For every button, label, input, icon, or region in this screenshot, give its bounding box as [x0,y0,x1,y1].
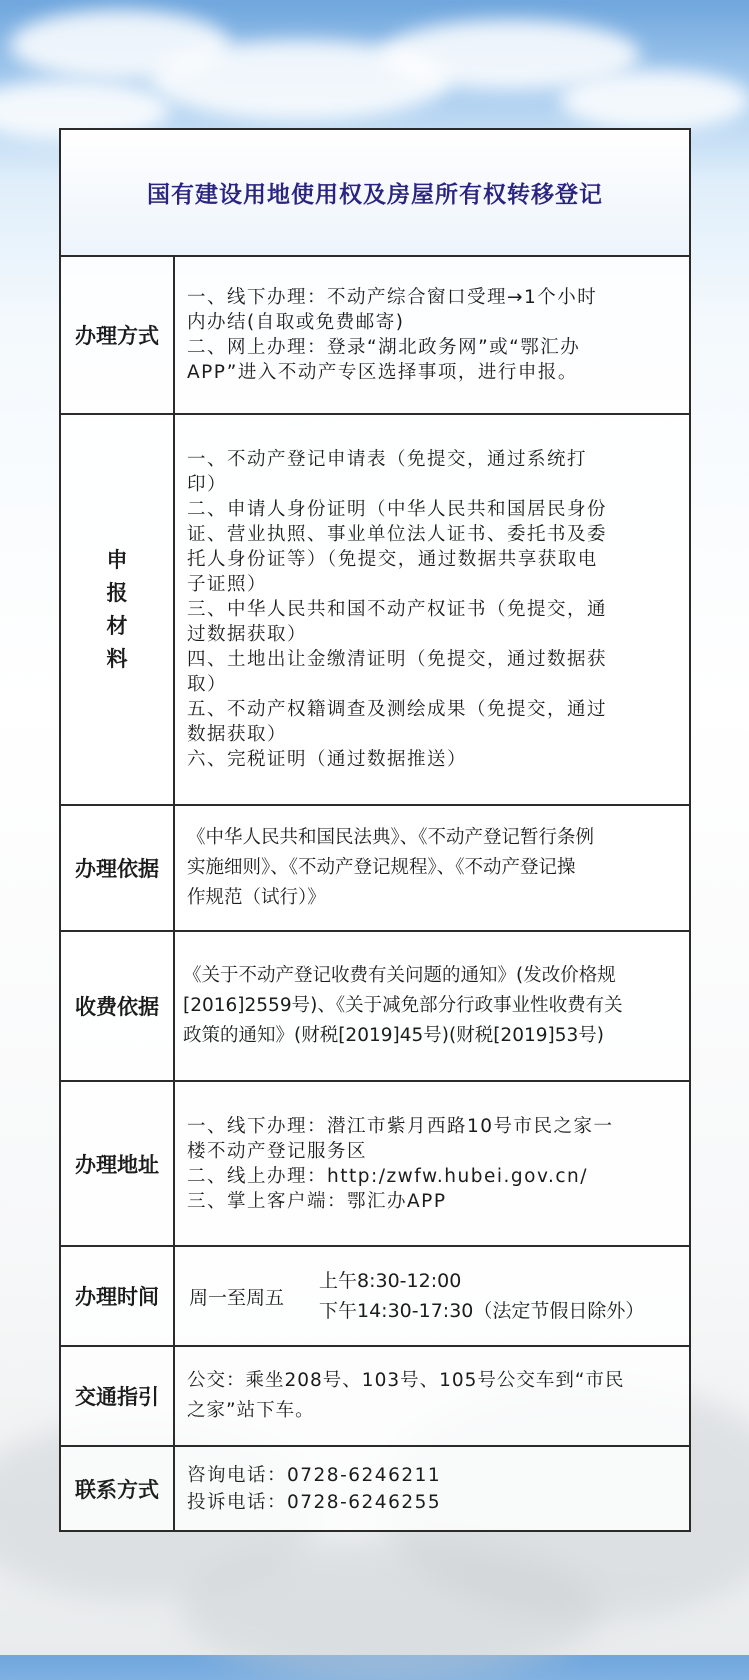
row-content [175,415,689,804]
working-times [319,1266,644,1326]
text-line: 二、申请人身份证明（中华人民共和国居民身份 [187,499,608,520]
row-content [175,1347,689,1445]
table-header [61,130,689,257]
text-line: 二、线上办理：http:/zwfw.hubei.gov.cn/ [187,1165,588,1187]
text-line: 印） [187,474,228,495]
text-line: 一、线下办理：潜江市紫月西路10号市民之家一 [187,1115,614,1137]
row-transport [61,1347,689,1447]
working-days: 周一至周五 [189,1286,285,1309]
cloud-decoration [560,70,749,130]
text-line: 内办结(自取或免费邮寄) [187,312,405,333]
row-content [175,1247,689,1345]
row-basis [61,806,689,932]
row-materials [61,415,689,806]
text-line: 之家”站下车。 [187,1400,315,1421]
row-method [61,257,689,415]
text-line: APP”进入不动产专区选择事项，进行申报。 [187,362,578,383]
text-line: 政策的通知》(财税[2019]45号)(财税[2019]53号) [183,1025,604,1046]
row-label: 交通指引 [61,1347,175,1445]
row-content [175,806,689,930]
text-line: 托人身份证等）（免提交，通过数据共享获取电 [187,549,598,570]
text-line: 二、网上办理：登录“湖北政务网”或“鄂汇办 [187,337,581,358]
info-table [59,128,691,1532]
complaint-phone: 投诉电话：0728-6246255 [187,1491,442,1513]
row-label: 办理时间 [61,1247,175,1345]
row-content [175,932,689,1080]
text-line: 四、土地出让金缴清证明（免提交，通过数据获 [187,649,608,670]
afternoon-hours: 下午14:30-17:30（法定节假日除外） [319,1300,645,1322]
text-line: 三、掌上客户端：鄂汇办APP [187,1190,447,1212]
text-line: [2016]2559号)、《关于减免部分行政事业性收费有关 [183,995,623,1016]
row-label: 办理依据 [61,806,175,930]
row-fee [61,932,689,1082]
text-line: 实施细则》、《不动产登记规程》、《不动产登记操 [187,857,576,878]
page-title: 国有建设用地使用权及房屋所有权转移登记 [147,182,603,208]
text-line: 楼不动产登记服务区 [187,1140,368,1162]
row-content [175,257,689,413]
row-label: 办理地址 [61,1082,175,1245]
text-line: 取） [187,674,228,695]
row-content [175,1447,689,1530]
row-contact [61,1447,689,1530]
row-label: 申报材料 [61,415,175,804]
text-line: 三、中华人民共和国不动产权证书（免提交，通 [187,599,608,620]
text-line: 一、线下办理：不动产综合窗口受理→1个小时 [187,287,598,308]
row-label: 收费依据 [61,932,175,1080]
row-content [175,1082,689,1245]
morning-hours: 上午8:30-12:00 [319,1270,462,1292]
text-line: 公交：乘坐208号、103号、105号公交车到“市民 [187,1370,625,1391]
text-line: 子证照） [187,574,268,595]
row-hours [61,1247,689,1347]
text-line: 《关于不动产登记收费有关问题的通知》(发改价格规 [183,965,616,986]
text-line: 作规范（试行）》 [187,887,326,908]
row-label: 办理方式 [61,257,175,413]
mountain-decoration [180,1540,600,1680]
consult-phone: 咨询电话：0728-6246211 [187,1464,442,1486]
text-line: 一、不动产登记申请表（免提交，通过系统打 [187,449,588,470]
row-label: 联系方式 [61,1447,175,1530]
text-line: 证、营业执照、事业单位法人证书、委托书及委 [187,524,608,545]
row-address [61,1082,689,1247]
text-line: 六、完税证明（通过数据推送） [187,749,468,770]
text-line: 数据获取） [187,724,288,745]
text-line: 《中华人民共和国民法典》、《不动产登记暂行条例 [187,827,595,848]
text-line: 过数据获取） [187,624,308,645]
text-line: 五、不动产权籍调查及测绘成果（免提交，通过 [187,699,608,720]
